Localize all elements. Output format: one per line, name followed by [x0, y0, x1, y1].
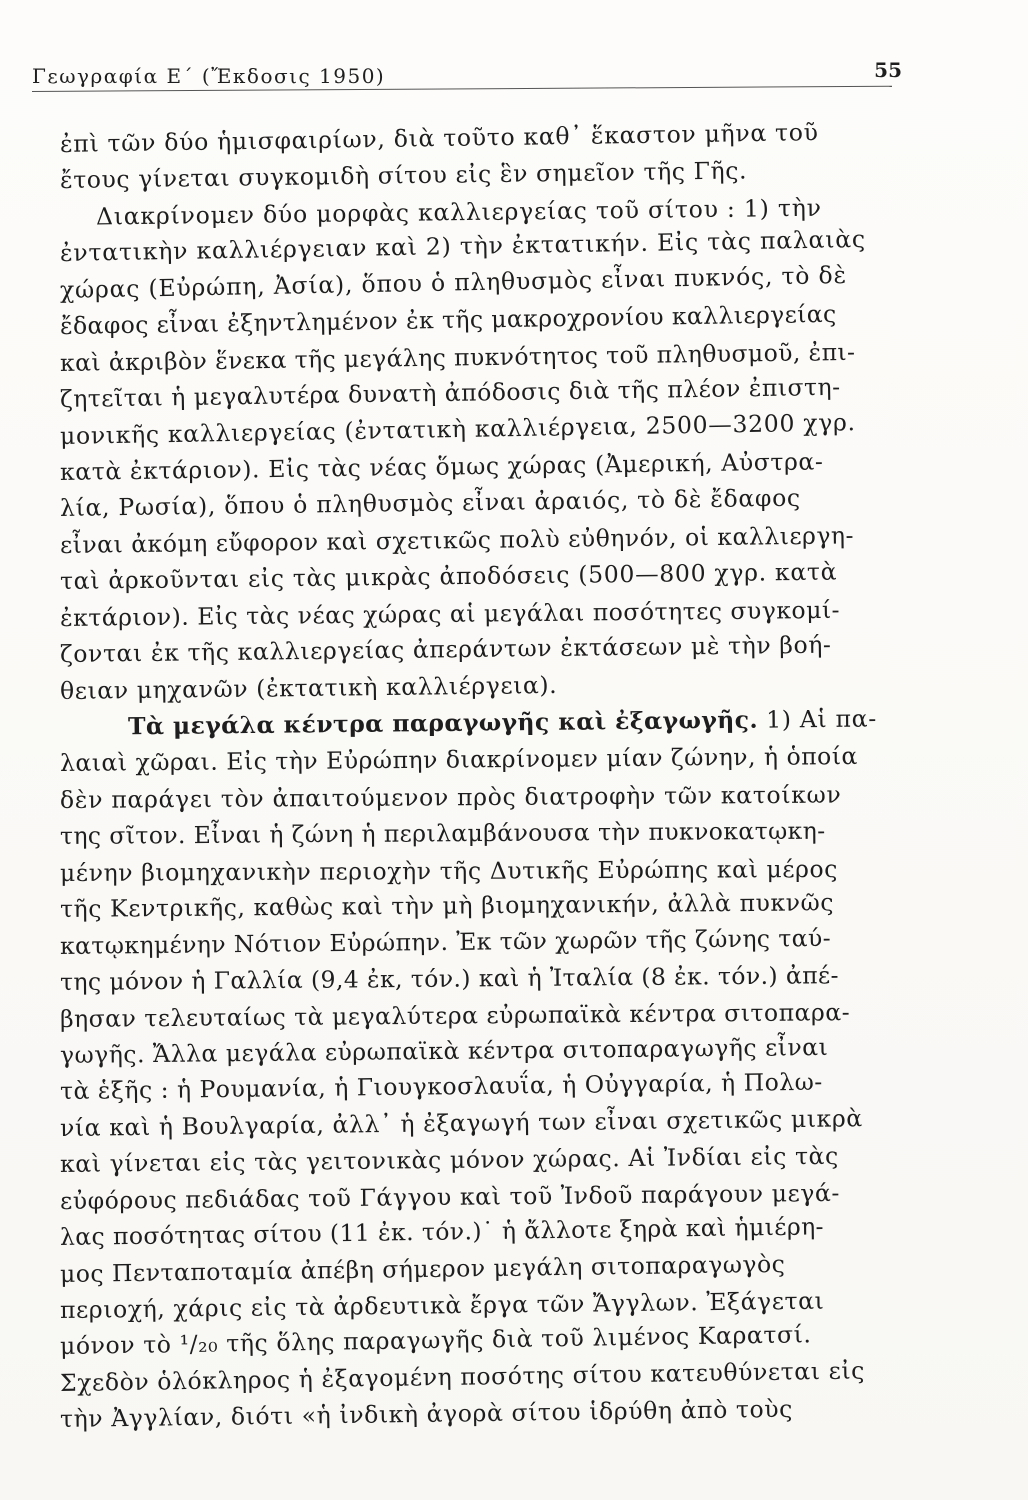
text-line: Σχεδὸν ὁλόκληρος ἡ ἐξαγομένη ποσότης σίτου κατευθύνεται εἰς: [59, 1356, 866, 1397]
text-line: της σῖτον. Εἶναι ἡ ζώνη ἡ περιλαμβάνουσα τὴν πυκνοκατῳκη-: [59, 816, 826, 851]
text-line: ἔδαφος εἶναι ἐξηντλημένον ἐκ τῆς μακροχρονίου καλλιεργείας: [59, 299, 837, 341]
text-line: λας ποσότητας σίτου (11 ἐκ. τόν.)˙ ἡ ἄλλοτε ξηρὰ καὶ ἡμιέρη-: [59, 1212, 825, 1252]
text-line: νία καὶ ἡ Βουλγαρία, ἀλλ᾽ ἡ ἐξαγωγή των εἶναι σχετικῶς μικρὰ: [59, 1104, 863, 1142]
text-line: ζητεῖται ἡ μεγαλυτέρα δυνατὴ ἀπόδοσις διὰ τῆς πλέον ἐπιστη-: [59, 372, 841, 414]
text-line: καὶ ἀκριβὸν ἕνεκα τῆς μεγάλης πυκνότητος τοῦ πληθυσμοῦ, ἐπι-: [59, 337, 856, 377]
text-line: χώρας (Εὐρώπη, Ἀσία), ὅπου ὁ πληθυσμὸς εἶναι πυκνός, τὸ δὲ: [59, 260, 848, 304]
text-line: τὴν Ἀγγλίαν, διότι «ἡ ἰνδικὴ ἀγορὰ σίτου ἱδρύθη ἀπὸ τοὺς: [59, 1395, 794, 1434]
page-header: [32, 58, 902, 92]
text-line: μόνον τὸ ¹/₂₀ τῆς ὅλης παραγωγῆς διὰ τοῦ λιμένος Καρατσί.: [59, 1320, 812, 1361]
text-line: εἶναι ἀκόμη εὔφορον καὶ σχετικῶς πολὺ εὐθηνόν, οἱ καλλιεργη-: [59, 521, 855, 559]
text-line: θειαν μηχανῶν (ἐκτατικὴ καλλιέργεια).: [59, 670, 558, 705]
text-line: τὰ ἑξῆς : ἡ Ρουμανία, ἡ Γιουγκοσλαυΐα, ἡ Οὐγγαρία, ἡ Πολω-: [59, 1068, 823, 1106]
section-heading-continuation: 1) Αἱ πα-: [757, 704, 878, 734]
text-line: βησαν τελευταίως τὰ μεγαλύτερα εὐρωπαϊκὰ κέντρα σιτοπαρα-: [59, 997, 851, 1033]
text-line: γωγῆς. Ἄλλα μεγάλα εὐρωπαϊκὰ κέντρα σιτοπαραγωγῆς εἶναι: [59, 1032, 829, 1069]
text-line: ἐπὶ τῶν δύο ἡμισφαιρίων, διὰ τοῦτο καθ᾽ ἕκαστον μῆνα τοῦ: [59, 118, 819, 158]
text-line: κατῳκημένην Νότιον Εὐρώπην. Ἐκ τῶν χωρῶν τῆς ζώνης ταύ-: [59, 923, 832, 960]
text-line: ἔτους γίνεται συγκομιδὴ σίτου εἰς ἓν σημεῖον τῆς Γῆς.: [59, 156, 748, 195]
text-line: τῆς Κεντρικῆς, καθὼς καὶ τὴν μὴ βιομηχανικήν, ἀλλὰ πυκνῶς: [59, 888, 835, 924]
text-line: λία, Ρωσία), ὅπου ὁ πληθυσμὸς εἶναι ἀραιός, τὸ δὲ ἔδαφος: [59, 484, 801, 523]
text-line: κατὰ ἐκτάριον). Εἰς τὰς νέας ὅμως χώρας (Ἀμερική, Αὐστρα-: [59, 447, 824, 486]
text-line: δὲν παράγει τὸν ἀπαιτούμενον πρὸς διατροφὴν τῶν κατοίκων: [59, 780, 842, 814]
body-text: [59, 118, 920, 1438]
text-line: εὐφόρους πεδιάδας τοῦ Γάγγου καὶ τοῦ Ἰνδοῦ παράγουν μεγά-: [59, 1178, 841, 1215]
text-line: ἐκτάριον). Εἰς τὰς νέας χώρας αἱ μεγάλαι ποσότητες συγκομί-: [59, 595, 841, 632]
page-number: 55: [874, 58, 902, 82]
text-line: περιοχή, χάρις εἰς τὰ ἀρδευτικὰ ἔργα τῶν Ἄγγλων. Ἐξάγεται: [59, 1286, 825, 1324]
text-line: ἐντατικὴν καλλιέργειαν καὶ 2) τὴν ἐκτατικήν. Εἰς τὰς παλαιὰς: [59, 225, 867, 268]
text-line: ζονται ἐκ τῆς καλλιεργείας ἀπεράντων ἐκτάσεων μὲ τὴν βοή-: [59, 630, 832, 669]
running-title: Γεωγραφία Ε΄ (Ἔκδοσις 1950): [32, 64, 386, 88]
text-line: Διακρίνομεν δύο μορφὰς καλλιεργείας τοῦ σίτου : 1) τὴν: [95, 193, 822, 231]
section-heading: Τὰ μεγάλα κέντρα παραγωγῆς καὶ ἐξαγωγῆς.: [127, 705, 759, 741]
text-line: μος Πενταποταμία ἀπέβη σήμερον μεγάλη σιτοπαραγωγὸς: [59, 1249, 786, 1288]
text-line: της μόνον ἡ Γαλλία (9,4 ἐκ, τόν.) καὶ ἡ Ἰταλία (8 ἐκ. τόν.) ἀπέ-: [59, 961, 840, 997]
text-line: μένην βιομηχανικὴν περιοχὴν τῆς Δυτικῆς Εὐρώπης καὶ μέρος: [59, 854, 839, 887]
text-line: μονικῆς καλλιεργείας (ἐντατικὴ καλλιέργεια, 2500—3200 χγρ.: [59, 407, 856, 450]
text-line: καὶ γίνεται εἰς τὰς γειτονικὰς μόνον χώρας. Αἱ Ἰνδίαι εἰς τὰς: [59, 1142, 839, 1179]
text-line: ταὶ ἀρκοῦνται εἰς τὰς μικρὰς ἀποδόσεις (500—800 χγρ. κατὰ: [59, 557, 838, 596]
text-line: λαιαὶ χῶραι. Εἰς τὴν Εὐρώπην διακρίνομεν μίαν ζώνην, ἡ ὁποία: [59, 742, 858, 778]
